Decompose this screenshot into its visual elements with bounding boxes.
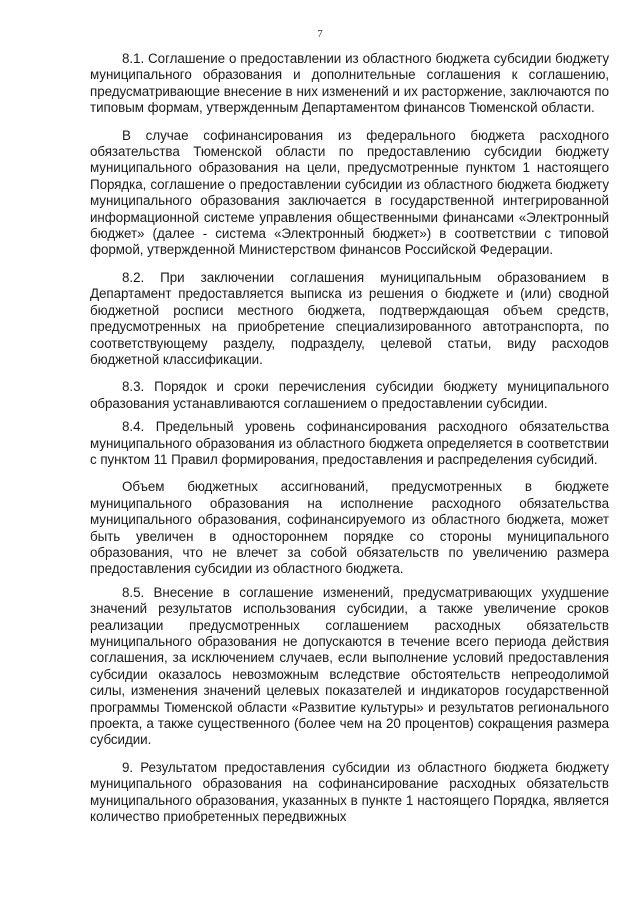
- paragraph-budget-volume: Объем бюджетных ассигнований, предусмотренных в бюджете муниципального образования на исполнение расходного обязательства муниципального образования, софинансируемого из областного бюджета, может быть увеличен в одностороннем порядке со стороны муниципального образования, что не влечет за собой обязательств по увеличению размера предоставления субсидии из областного бюджета.: [90, 479, 609, 577]
- paragraph-8-5: 8.5. Внесение в соглашение изменений, предусматривающих ухудшение значений результатов использования субсидии, а также увеличение сроков реализации предусмотренных соглашением расходных обязательств муниципального образования не допускаются в течение всего периода действия соглашения, за исключением случаев, если выполнение условий предоставления субсидии оказалось невозможным вследствие обстоятельств непреодолимой силы, изменения значений целевых показателей и индикаторов государственной программы Тюменской области «Развитие культуры» и результатов регионального проекта, а также существенного (более чем на 20 процентов) сокращения размера субсидии.: [90, 584, 609, 748]
- document-body: [90, 51, 609, 836]
- paragraph-cofinancing: В случае софинансирования из федерального бюджета расходного обязательства Тюменской области по предоставлению субсидии бюджету муниципального образования на цели, предусмотренные пунктом 1 настоящего Порядка, соглашение о предоставлении субсидии из областного бюджета бюджету муниципального образования заключается в государственной интегрированной информационной системе управления общественными финансами «Электронный бюджет» (далее - система «Электронный бюджет») в соответствии с типовой формой, утвержденной Министерством финансов Российской Федерации.: [90, 127, 609, 258]
- paragraph-8-4: 8.4. Предельный уровень софинансирования расходного обязательства муниципального образования из областного бюджета определяется в соответствии с пунктом 11 Правил формирования, предоставления и распределения субсидий.: [90, 419, 609, 467]
- page-number: 7: [317, 28, 323, 40]
- paragraph-9: 9. Результатом предоставления субсидии из областного бюджета бюджету муниципального образования на софинансирование расходных обязательств муниципального образования, указанных в пункте 1 настоящего Порядка, является количество приобретенных передвижных: [90, 759, 609, 825]
- paragraph-8-2: 8.2. При заключении соглашения муниципальным образованием в Департамент предоставляется выписка из решения о бюджете и (или) сводной бюджетной росписи местного бюджета, подтверждающая объем средств, предусмотренных на приобретение специализированного автотранспорта, по соответствующему разделу, подразделу, целевой статьи, виду расходов бюджетной классификации.: [90, 269, 609, 367]
- paragraph-8-1: 8.1. Соглашение о предоставлении из областного бюджета субсидии бюджету муниципального образования и дополнительные соглашения к соглашению, предусматривающие внесение в них изменений и их расторжение, заключаются по типовым формам, утвержденным Департаментом финансов Тюменской области.: [90, 51, 609, 116]
- paragraph-8-3: 8.3. Порядок и сроки перечисления субсидии бюджету муниципального образования устанавливаются соглашением о предоставлении субсидии.: [90, 379, 609, 411]
